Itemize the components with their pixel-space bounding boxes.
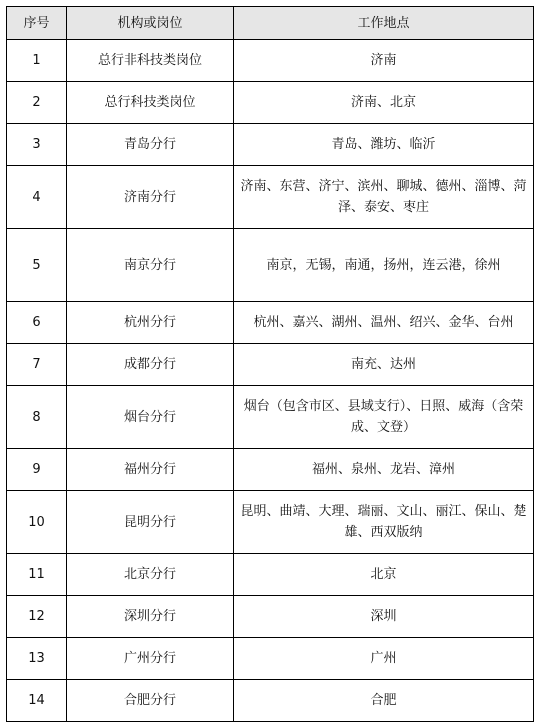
cell-org: 深圳分行	[67, 596, 234, 638]
header-place: 工作地点	[234, 7, 534, 40]
cell-org: 杭州分行	[67, 302, 234, 344]
cell-org: 总行非科技类岗位	[67, 40, 234, 82]
table-row	[7, 680, 534, 722]
cell-place: 南京，无锡，南通，扬州，连云港，徐州	[234, 229, 534, 302]
cell-place: 济南、东营、济宁、滨州、聊城、德州、淄博、菏泽、泰安、枣庄	[234, 166, 534, 229]
cell-no: 6	[7, 302, 67, 344]
cell-no: 11	[7, 554, 67, 596]
table-row	[7, 40, 534, 82]
cell-no: 4	[7, 166, 67, 229]
cell-org: 青岛分行	[67, 124, 234, 166]
header-org: 机构或岗位	[67, 7, 234, 40]
cell-place: 烟台（包含市区、县域支行）、日照、威海（含荣成、文登）	[234, 386, 534, 449]
table-row	[7, 302, 534, 344]
cell-org: 成都分行	[67, 344, 234, 386]
cell-place: 青岛、潍坊、临沂	[234, 124, 534, 166]
cell-place: 福州、泉州、龙岩、漳州	[234, 449, 534, 491]
table-row	[7, 554, 534, 596]
cell-org: 济南分行	[67, 166, 234, 229]
cell-place: 深圳	[234, 596, 534, 638]
table-header-row	[7, 7, 534, 40]
cell-org: 南京分行	[67, 229, 234, 302]
header-no: 序号	[7, 7, 67, 40]
table-row	[7, 344, 534, 386]
table-row	[7, 638, 534, 680]
table-row	[7, 229, 534, 302]
cell-no: 3	[7, 124, 67, 166]
cell-no: 1	[7, 40, 67, 82]
cell-org: 福州分行	[67, 449, 234, 491]
table-row	[7, 491, 534, 554]
cell-org: 广州分行	[67, 638, 234, 680]
cell-no: 2	[7, 82, 67, 124]
cell-no: 8	[7, 386, 67, 449]
table-row	[7, 124, 534, 166]
cell-no: 13	[7, 638, 67, 680]
cell-place: 合肥	[234, 680, 534, 722]
table-row	[7, 449, 534, 491]
cell-place: 济南、北京	[234, 82, 534, 124]
cell-place: 昆明、曲靖、大理、瑞丽、文山、丽江、保山、楚雄、西双版纳	[234, 491, 534, 554]
cell-no: 12	[7, 596, 67, 638]
cell-org: 烟台分行	[67, 386, 234, 449]
cell-place: 广州	[234, 638, 534, 680]
branch-location-table	[6, 6, 534, 722]
cell-org: 合肥分行	[67, 680, 234, 722]
cell-no: 5	[7, 229, 67, 302]
cell-no: 7	[7, 344, 67, 386]
cell-place: 杭州、嘉兴、湖州、温州、绍兴、金华、台州	[234, 302, 534, 344]
cell-org: 总行科技类岗位	[67, 82, 234, 124]
cell-place: 北京	[234, 554, 534, 596]
table-row	[7, 166, 534, 229]
cell-place: 南充、达州	[234, 344, 534, 386]
cell-org: 北京分行	[67, 554, 234, 596]
table-row	[7, 82, 534, 124]
cell-no: 10	[7, 491, 67, 554]
table-row	[7, 596, 534, 638]
cell-org: 昆明分行	[67, 491, 234, 554]
cell-no: 9	[7, 449, 67, 491]
cell-no: 14	[7, 680, 67, 722]
cell-place: 济南	[234, 40, 534, 82]
table-row	[7, 386, 534, 449]
